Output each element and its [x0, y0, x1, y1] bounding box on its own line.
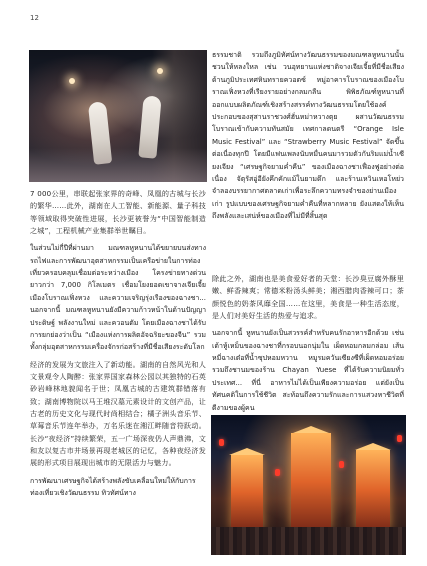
- paragraph-zh: 经济的发展为文旅注入了新动能。湖南的自然风光和人文景观令人陶醉：张家界国家森林公园以其独特的石英砂岩峰林地貌闻名于世；凤凰古城的古建筑群错落有致；湖南博物院以马王堆汉墓元素设计的文创产品，让古老的历史文化与现代时尚相结合；橘子洲头音乐节、草莓音乐节连年举办，万名乐迷在湘江畔随音符跃动。长沙“夜经济”持续繁荣，五一广场深夜仍人声鼎沸，文和友以复古市井场景再现老城区的记忆，各种夜经济发展的形式项目展现出城市的无限活力与魅力。: [30, 359, 206, 468]
- stage-mist: [29, 148, 207, 182]
- paragraph-th: การพัฒนาเศรษฐกิจได้สร้างพลังขับเคลื่อนใหม่ให้กับการท่องเที่ยวเชิงวัฒนธรรม ทิวทัศน์ทาง: [30, 476, 196, 497]
- stage-light: [157, 68, 163, 74]
- left-column: [30, 188, 206, 504]
- lit-building: [291, 433, 331, 530]
- paragraph-th: นอกจากนี้ หูหนานยังเป็นสวรรค์สำหรับคนรักอาหารอีกด้วย เช่น เต้าหู้เหม็นของฉางชาที่กรอบนอกนุ่มใน เผ็ดหอมกลมกล่อม เส้นหมี่ฉางเต๋อที่น้ำซุปหอมหวาน หมูรมควันเซียงซีที่เผ็ดหอมอร่อย รวมถึงชานมของร้าน Chayan Yuese ที่ได้รับความนิยมทั่วประเทศ... ที่นี่ อาหารไม่ได้เป็นเพียงความอร่อย แต่ยังเป็นทัศนคติในการใช้ชีวิต สะท้อนถึงความรักและการแสวงหาชีวิตที่ดีงามของผู้คน: [212, 329, 404, 412]
- crowd: [211, 527, 406, 555]
- lantern: [397, 435, 402, 442]
- night-street-photo: [211, 415, 406, 555]
- paragraph-zh: 7 000公里，串联起张家界的奇峰、凤凰的古城与长沙的繁华……此外，湖南在人工智能、新能源、量子科技等领域取得突破性进展，长沙更被誉为“中国智能制造之城”，工程机械产业集群举世瞩目。: [30, 189, 206, 235]
- lantern: [339, 461, 344, 468]
- building-roof: [355, 443, 391, 450]
- lit-building: [231, 455, 263, 530]
- stage-light: [69, 78, 75, 84]
- right-column-top: [212, 49, 404, 228]
- paragraph-th: ในส่วนไม่กี่ปีที่ผ่านมา มณฑลหูหนานได้ขยายบนส่งทางรถไฟและการพัฒนาอุตสาหกรรมเป็นเครือข่ายในการท่องเที่ยวครอบคลุมเชื่อมต่อระหว่างเมือง โครงข่ายทางด่วนยาวกว่า 7,000 กิโลเมตร เชื่อมโยงยอดเขาจางเจียเจี้ย เมืองโบราณเฟิ่งหวง และความเจริญรุ่งเรืองของฉางชา... นอกจากนี้ มณฑลหูหนานยังมีความก้าวหน้าในด้านปัญญาประดิษฐ์ พลังงานใหม่ และควอนตัม โดยเมืองฉางชาได้รับการยกย่องว่าเป็น “เมืองแห่งการผลิตอัจฉริยะของจีน” รวมทั้งกลุ่มอุตสาหกรรมเครื่องจักรก่อสร้างที่มีชื่อเสียงระดับโลก: [30, 244, 206, 352]
- performance-photo: [29, 50, 207, 182]
- paragraph-zh: 除此之外，湖南也是美食爱好者的天堂：长沙臭豆腐外酥里嫩、鲜香辣爽；常德米粉汤头鲜美；湘西腊肉香辣可口；茶颜悦色的奶茶风靡全国……在这里，美食是一种生活态度，是人们对美好生活的热爱与追求。: [212, 274, 404, 320]
- lantern: [275, 469, 280, 476]
- building-roof: [229, 448, 265, 455]
- lantern: [219, 439, 224, 446]
- page-number: 12: [30, 14, 39, 22]
- paragraph-th: ธรรมชาติ รวมถึงภูมิทัศน์ทางวัฒนธรรมของมณฑลหูหนานนั้นชวนให้หลงใหล เช่น วนอุทยานแห่งชาติจางเจียเจี้ยที่มีชื่อเสียงด้านภูมิประเทศหินทรายควอตซ์ หมู่อาคารโบราณของเมืองโบราณเฟิ่งหวงที่เรียงรายอย่างกลมกลืน พิพิธภัณฑ์หูหนานที่ออกแบบผลิตภัณฑ์เชิงสร้างสรรค์ทางวัฒนธรรมโดยใช้องค์ประกอบของสุสานราชวงศ์ฮั่นหม่าหวางตุย ผสานวัฒนธรรมโบราณเข้ากับความทันสมัย เทศกาลดนตรี “Orange Isle Music Festival” และ “Strawberry Music Festival” จัดขึ้นต่อเนื่องทุกปี โดยมีแฟนเพลงนับหมื่นคนมารวมตัวกันริมแม่น้ำเซียงเจียง “เศรษฐกิจยามค่ำคืน” ของเมืองฉางชาเฟื่องฟูอย่างต่อเนื่อง จัตุรัสอู่อียังคึกคักแม้ในยามดึก และร้านเหวินเหอโหย่วจำลองบรรยากาศตลาดเก่าเพื่อระลึกความทรงจำของย่านเมืองเก่า รูปแบบของเศรษฐกิจยามค่ำคืนที่หลากหลาย ยังแสดงให้เห็นถึงพลังและเสน่ห์ของเมืองที่ไม่มีที่สิ้นสุด: [212, 51, 404, 221]
- lit-building: [356, 450, 390, 530]
- building-roof: [293, 426, 329, 433]
- right-column-middle: [212, 273, 404, 419]
